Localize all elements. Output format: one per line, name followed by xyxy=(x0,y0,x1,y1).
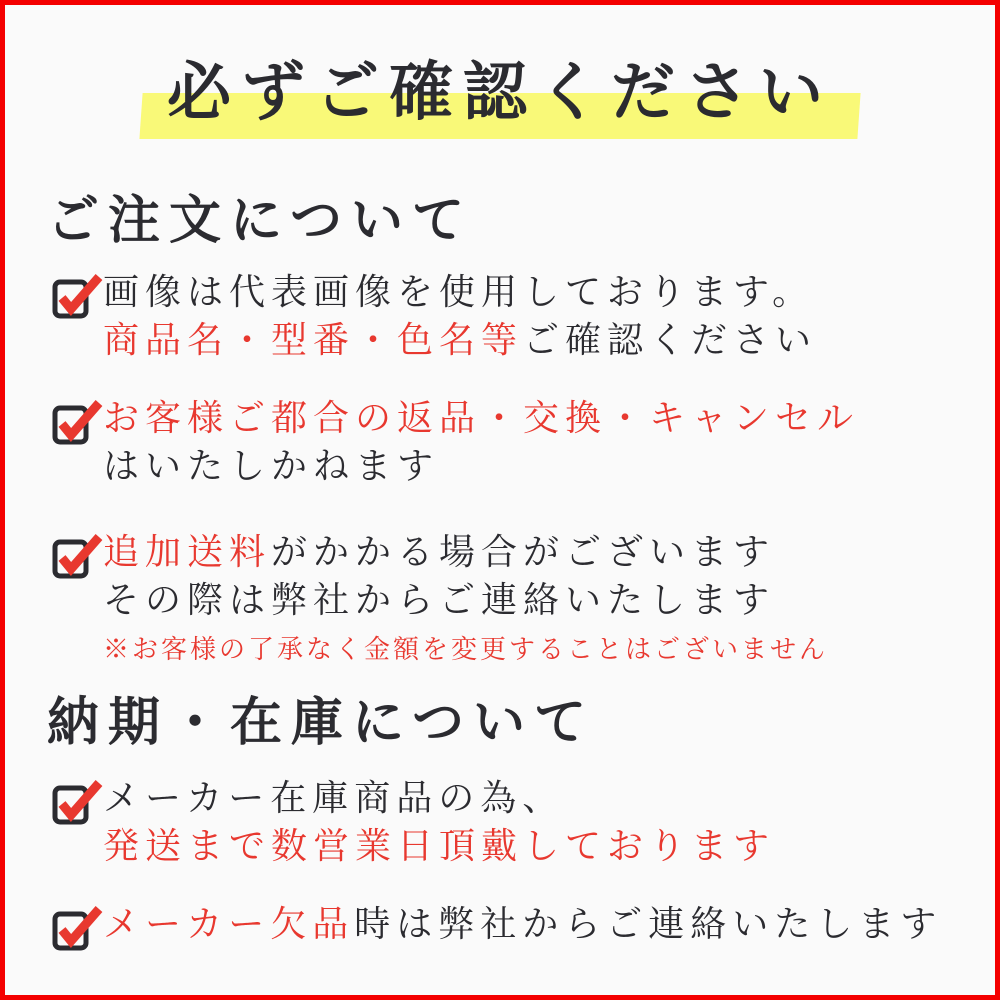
item-text xyxy=(103,775,775,871)
page-title: 必ずご確認ください xyxy=(167,55,833,130)
item-text xyxy=(103,529,828,667)
section-heading-stock: 納期・在庫について xyxy=(47,692,595,753)
item-text xyxy=(103,395,859,491)
checklist-item xyxy=(51,395,995,491)
item-text xyxy=(103,901,942,949)
item-line-red: メーカー欠品 xyxy=(103,904,355,945)
item-line: はいたしかねます xyxy=(103,446,440,487)
checked-checkbox-icon xyxy=(51,777,103,827)
checked-checkbox-icon xyxy=(51,531,103,581)
section-heading-orders: ご注文について xyxy=(47,190,473,251)
item-line: その際は弊社からご連絡いたします xyxy=(103,580,776,621)
page-title-wrap xyxy=(5,41,995,153)
item-line: がかかる場合がございます xyxy=(271,532,776,573)
item-line: メーカー在庫商品の為、 xyxy=(103,778,565,819)
item-line-red: お客様ご都合の返品・交換・キャンセル xyxy=(103,398,860,439)
item-line: ご確認ください xyxy=(523,320,818,361)
checklist-item xyxy=(51,529,995,667)
item-note: ※お客様の了承なく金額を変更することはございません xyxy=(103,635,829,665)
checklist-item xyxy=(51,775,995,871)
item-text xyxy=(103,269,817,365)
item-line-red: 追加送料 xyxy=(103,532,272,573)
checked-checkbox-icon xyxy=(51,397,103,447)
checklist-item xyxy=(51,269,995,365)
item-line: 時は弊社からご連絡いたします xyxy=(354,904,943,945)
checked-checkbox-icon xyxy=(51,903,103,953)
checklist-item xyxy=(51,901,995,953)
item-line-red: 発送まで数営業日頂戴しております xyxy=(103,826,776,867)
item-line-red: 商品名・型番・色名等 xyxy=(103,320,524,361)
checked-checkbox-icon xyxy=(51,271,103,321)
item-line: 画像は代表画像を使用しております。 xyxy=(103,272,815,313)
